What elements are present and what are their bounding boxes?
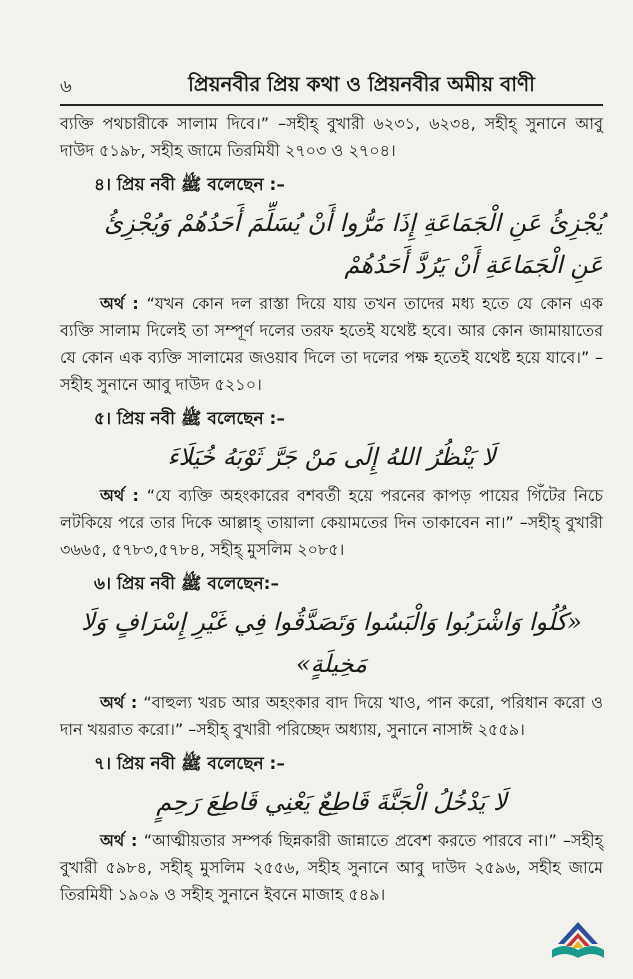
header-rule bbox=[60, 104, 603, 106]
hadith-heading: ৭। প্রিয় নবী ﷺ বলেছেন :– bbox=[94, 754, 285, 774]
page-content bbox=[60, 110, 603, 908]
arabic-text: «كُلُوا وَاشْرَبُوا وَالْبَسُوا وَتَصَدَّقُوا فِي غَيْرِ إِسْرَافٍ وَلَا مَخِيلَةٍ» bbox=[81, 608, 582, 678]
hadith-7 bbox=[60, 749, 603, 908]
meaning-label: অর্থ : bbox=[100, 831, 138, 850]
hadith-6 bbox=[60, 569, 603, 743]
arabic-text: يُجْزِئُ عَنِ الْجَمَاعَةِ إِذَا مَرُّوا أَنْ يُسَلِّمَ أَحَدُهُمْ وَيُجْزِئُ bbox=[104, 209, 603, 237]
running-title: প্রিয়নবীর প্রিয় কথা ও প্রিয়নবীর অমীয় বাণী bbox=[188, 72, 535, 96]
hadith-5 bbox=[60, 404, 603, 563]
page-header bbox=[60, 70, 603, 100]
intro-text: ব্যক্তি পথচারীকে সালাম দিবে।” –সহীহ্ বুখারী ৬২৩১, ৬২৩৪, সহীহ্ সুনানে আবু দাউদ ৫১৯৮, সহীহ জামে তিরমিযী ২৭০৩ ও ২৭০৪। bbox=[60, 114, 603, 160]
hadith-meaning bbox=[60, 290, 603, 398]
page-number: ৬ bbox=[60, 76, 72, 97]
meaning-text: “আত্মীয়তার সম্পর্ক ছিন্নকারী জান্নাতে প্রবেশ করতে পারবে না।” –সহীহ্ বুখারী ৫৯৮৪, সহীহ্ মুসলিম ২৫৫৬, সহীহ সুনানে আবু দাউদ ২৫৯৬, সহীহ জামে তিরমিযী ১৯০৯ ও সহীহ সুনানে ইবনে মাজাহ ৫৪৯। bbox=[60, 831, 604, 904]
hadith-heading: ৬। প্রিয় নবী ﷺ বলেছেন:– bbox=[94, 574, 279, 594]
meaning-label: অর্থ : bbox=[100, 486, 139, 505]
meaning-text: “বাহুল্য খরচ আর অহংকার বাদ দিয়ে খাও, পান করো, পরিধান করো ও দান খয়রাত করো।” –সহীহ্ বুখারী পরিচ্ছেদ অধ্যায়, সুনানে নাসাঈ ২৫৫৯। bbox=[60, 693, 604, 739]
meaning-label: অর্থ : bbox=[100, 693, 138, 712]
publisher-logo-icon bbox=[548, 912, 608, 962]
hadith-heading: ৫। প্রিয় নবী ﷺ বলেছেন :– bbox=[94, 409, 285, 429]
meaning-label: অর্থ : bbox=[100, 294, 139, 313]
hadith-meaning bbox=[60, 827, 603, 908]
arabic-text: لَا يَنْظُرُ اللهُ إِلَى مَنْ جَرَّ ثَوْبَهُ خُيَلَاءَ bbox=[167, 443, 496, 471]
hadith-meaning bbox=[60, 482, 603, 563]
hadith-4 bbox=[60, 170, 603, 398]
meaning-text: “যে ব্যক্তি অহংকারের বশবর্তী হয়ে পরনের কাপড় পায়ের গিঁটের নিচে লটকিয়ে পরে তার দিকে আল্লাহ্ তায়ালা কেয়ামতের দিন তাকাবেন না।” –সহীহ্ বুখারী ৩৬৬৫, ৫৭৮৩,৫৭৮৪, সহীহ্ মুসলিম ২০৮৫। bbox=[60, 486, 603, 559]
arabic-text: لَا يَدْخُلُ الْجَنَّةَ قَاطِعٌ يَعْنِي قَاطِعَ رَحِمٍ bbox=[156, 788, 507, 816]
hadith-heading: ৪। প্রিয় নবী ﷺ বলেছেন :– bbox=[94, 175, 285, 195]
meaning-text: “যখন কোন দল রাস্তা দিয়ে যায় তখন তাদের মধ্য হতে যে কোন এক ব্যক্তি সালাম দিলেই তা সম্পূর্ণ দলের তরফ হতেই যথেষ্ট হবে। আর কোন জামায়াতের যে কোন এক ব্যক্তি সালামের জওয়াব দিলে তা দলের পক্ষ হতেই যথেষ্ট হয়ে যাবে।” –সহীহ সুনানে আবু দাউদ ৫২১০। bbox=[60, 294, 603, 394]
hadith-meaning bbox=[60, 689, 603, 743]
arabic-text-continued: عَنِ الْجَمَاعَةِ أَنْ يَرُدَّ أَحَدُهُمْ bbox=[344, 251, 603, 279]
